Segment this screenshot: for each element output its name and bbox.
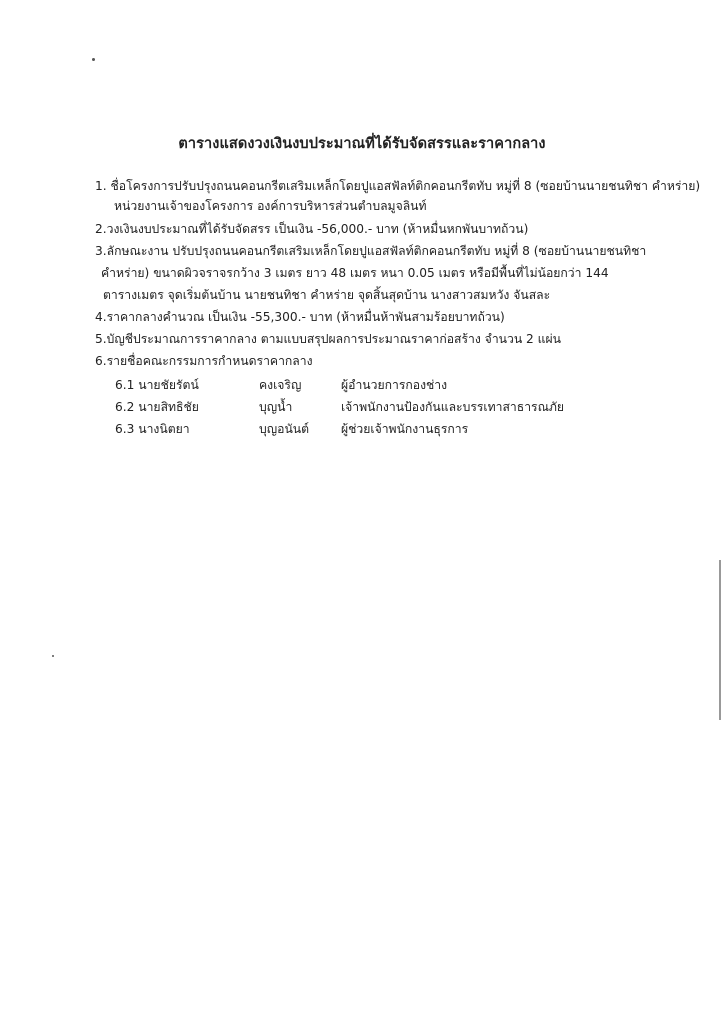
item3-line2: คำหร่าย) ขนาดผิวจราจรกว้าง 3 เมตร ยาว 48 เมตร หนา 0.05 เมตร หรือมีพื้นที่ไม่น้อยกว่า 144 [101, 266, 609, 280]
committee-member-role: ผู้อำนวยการกองช่าง [341, 378, 448, 392]
committee-member-surname: คงเจริญ [259, 378, 302, 392]
committee-member-name: 6.3 นางนิตยา [115, 422, 190, 436]
committee-member-surname: บุญน้ำ [259, 400, 293, 414]
item2-line: 2.วงเงินงบประมาณที่ได้รับจัดสรร เป็นเงิน -56,000.- บาท (ห้าหมื่นหกพันบาทถ้วน) [95, 222, 529, 236]
committee-member-name: 6.2 นายสิทธิชัย [115, 400, 199, 414]
item3-line3: ตารางเมตร จุดเริ่มต้นบ้าน นายชนทิชา คำหร่าย จุดสิ้นสุดบ้าน นางสาวสมหวัง จันสละ [103, 288, 551, 302]
item1-line2: หน่วยงานเจ้าของโครงการ องค์การบริหารส่วนตำบลมูจลินท์ [114, 199, 427, 213]
scan-edge-mark [719, 560, 721, 720]
item6-line: 6.รายชื่อคณะกรรมการกำหนดราคากลาง [95, 354, 313, 368]
scan-speck [92, 58, 95, 61]
item3-line1: 3.ลักษณะงาน ปรับปรุงถนนคอนกรีตเสริมเหล็กโดยปูแอสฟัลท์ติกคอนกรีตทับ หมู่ที่ 8 (ซอยบ้านนายชนทิชา [95, 244, 647, 258]
committee-member-role: เจ้าพนักงานป้องกันและบรรเทาสาธารณภัย [341, 400, 565, 414]
item1-line1: 1. ชื่อโครงการปรับปรุงถนนคอนกรีตเสริมเหล็กโดยปูแอสฟัลท์ติกคอนกรีตทับ หมู่ที่ 8 (ซอยบ้านนายชนทิชา คำหร่าย) [95, 179, 701, 193]
committee-member-name: 6.1 นายชัยรัตน์ [115, 378, 199, 392]
document-title: ตารางแสดงวงเงินงบประมาณที่ได้รับจัดสรรและราคากลาง [178, 136, 546, 152]
item4-line: 4.ราคากลางคำนวณ เป็นเงิน -55,300.- บาท (ห้าหมื่นห้าพันสามร้อยบาทถ้วน) [95, 310, 505, 324]
committee-member-role: ผู้ช่วยเจ้าพนักงานธุรการ [341, 422, 469, 436]
scan-speck [52, 655, 54, 657]
committee-member-surname: บุญอนันต์ [259, 422, 310, 436]
item5-line: 5.บัญชีประมาณการราคากลาง ตามแบบสรุปผลการประมาณราคาก่อสร้าง จำนวน 2 แผ่น [95, 332, 561, 346]
